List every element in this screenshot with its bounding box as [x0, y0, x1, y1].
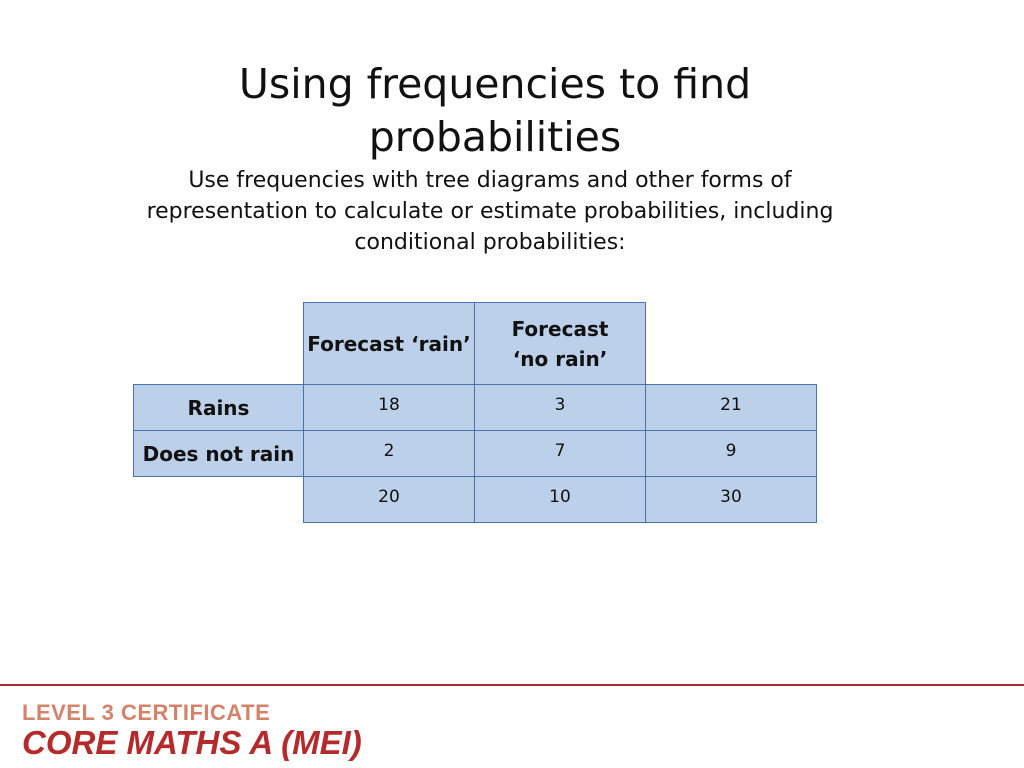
table-cell: 7: [474, 430, 646, 477]
table-cell: 2: [303, 430, 475, 477]
col-header-forecast-no-rain-label: Forecast ‘no rain’: [511, 316, 609, 371]
table-cell-column-total: 20: [303, 476, 475, 523]
col-header-forecast-rain: Forecast ‘rain’: [303, 302, 475, 385]
footer-level-label: LEVEL 3 CERTIFICATE: [22, 700, 271, 725]
footer-divider: [0, 684, 1024, 686]
slide-subtitle: Use frequencies with tree diagrams and other forms of representation to calculate or estimate probabilities, including conditional probabilities:: [146, 168, 834, 255]
table-cell: 3: [474, 384, 646, 431]
slide-title: Using frequencies to find probabilities: [238, 60, 752, 161]
footer-course-label: CORE MATHS A (MEI): [22, 724, 362, 761]
table-cell: 18: [303, 384, 475, 431]
table-cell-column-total: 10: [474, 476, 646, 523]
table-cell-grand-total: 30: [645, 476, 817, 523]
row-header-rains: Rains: [133, 384, 304, 431]
col-header-forecast-no-rain: [474, 302, 646, 385]
table-cell-row-total: 21: [645, 384, 817, 431]
table-cell-row-total: 9: [645, 430, 817, 477]
row-header-does-not-rain: Does not rain: [133, 430, 304, 477]
